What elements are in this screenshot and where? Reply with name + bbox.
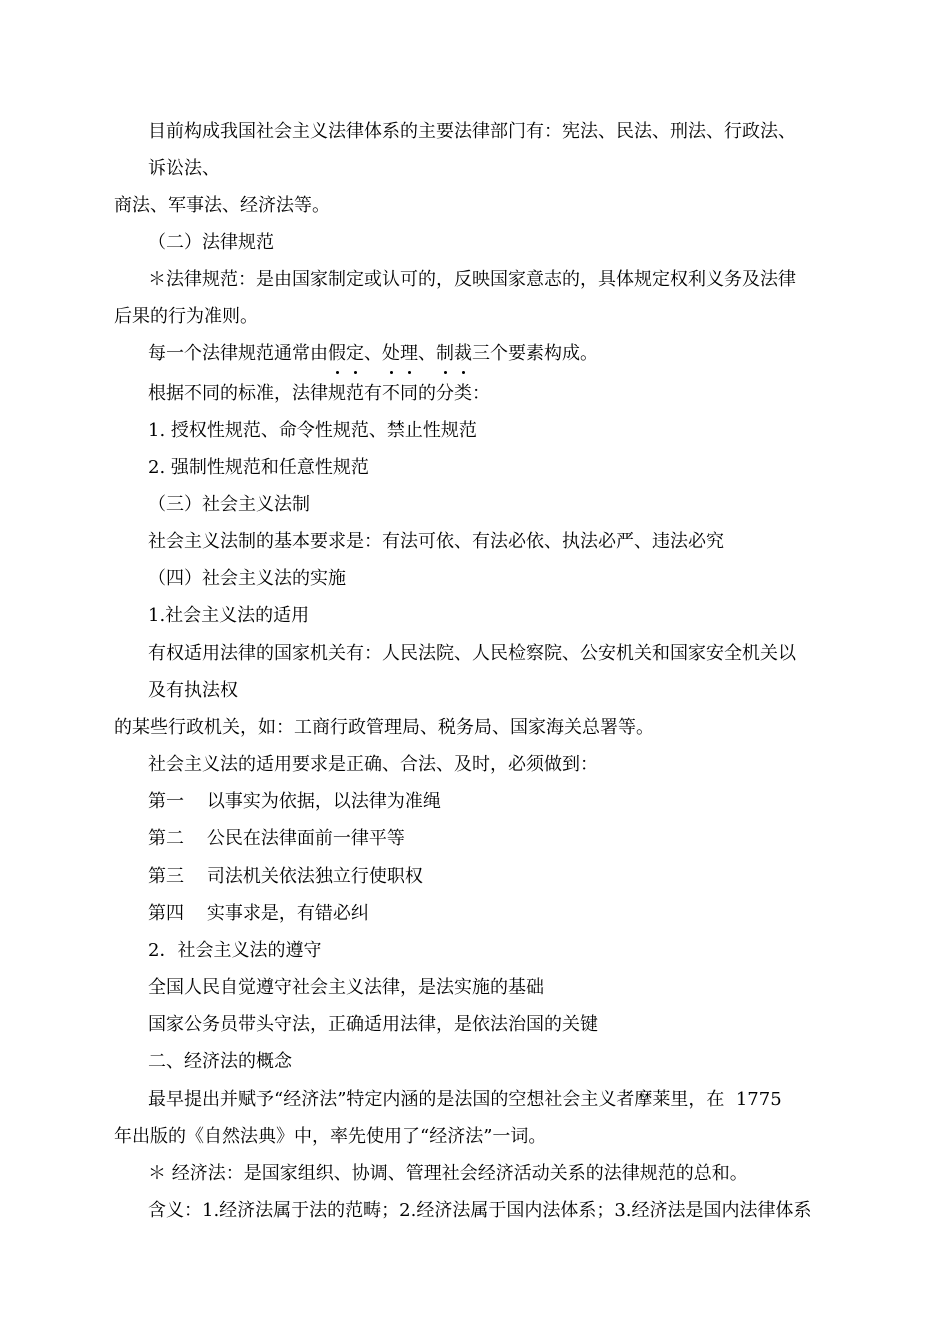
section-heading: 二、经济法的概念 [148,1051,292,1072]
text-line: 的某些行政机关，如：工商行政管理局、税务局、国家海关总署等。 [114,717,654,738]
text-line: 国家公务员带头守法，正确适用法律，是依法治国的关键 [148,1014,598,1035]
text-line: 社会主义法的适用要求是正确、合法、及时，必须做到： [148,754,598,775]
text-segment: 三个要素构成。 [472,343,598,364]
subsection-heading: 1.社会主义法的适用 [148,605,310,626]
emphasis-char: 理 [400,343,418,364]
text-line: 年出版的《自然法典》中，率先使用了“经济法”一词。 [114,1126,547,1147]
list-item: 第一 以事实为依据，以法律为准绳 [148,791,441,812]
list-item: 第四 实事求是，有错必纠 [148,903,369,924]
list-item: 2. 强制性规范和任意性规范 [148,457,369,478]
list-item: 1. 授权性规范、命令性规范、禁止性规范 [148,420,477,441]
definition-line: ＊ 经济法：是国家组织、协调、管理社会经济活动关系的法律规范的总和。 [148,1163,748,1184]
text-segment: 、 [364,343,382,364]
emphasis-char: 裁 [454,343,472,364]
text-line: 根据不同的标准，法律规范有不同的分类： [148,383,490,404]
text-line: 目前构成我国社会主义法律体系的主要法律部门有：宪法、民法、刑法、行政法、 [148,121,796,142]
text-line: 含义：1.经济法属于法的范畴；2.经济法属于国内法体系；3.经济法是国内法律体系 [148,1200,812,1221]
section-heading: （三）社会主义法制 [148,494,310,515]
section-heading: （四）社会主义法的实施 [148,568,346,589]
list-item: 第三 司法机关依法独立行使职权 [148,866,423,887]
text-line: 及有执法权 [148,680,238,701]
text-segment: 、 [418,343,436,364]
text-line: 商法、军事法、经济法等。 [114,195,330,216]
emphasis-char: 假 [328,343,346,364]
section-heading: （二）法律规范 [148,232,274,253]
text-segment: 每一个法律规范通常由 [148,343,328,364]
text-line: 有权适用法律的国家机关有：人民法院、人民检察院、公安机关和国家安全机关以 [148,643,796,664]
definition-line: ＊法律规范：是由国家制定或认可的，反映国家意志的，具体规定权利义务及法律 [148,269,796,290]
emphasis-char: 处 [382,343,400,364]
text-line: 全国人民自觉遵守社会主义法律，是法实施的基础 [148,977,544,998]
emphasis-char: 定 [346,343,364,364]
text-line [148,343,598,365]
subsection-heading: 2．社会主义法的遵守 [148,940,322,961]
text-line: 社会主义法制的基本要求是：有法可依、有法必依、执法必严、违法必究 [148,531,724,552]
text-line: 最早提出并赋予“经济法”特定内涵的是法国的空想社会主义者摩莱里，在 1775 [148,1089,782,1110]
text-line: 诉讼法、 [148,158,220,179]
text-line: 后果的行为准则。 [114,306,258,327]
emphasis-char: 制 [436,343,454,364]
list-item: 第二 公民在法律面前一律平等 [148,828,405,849]
